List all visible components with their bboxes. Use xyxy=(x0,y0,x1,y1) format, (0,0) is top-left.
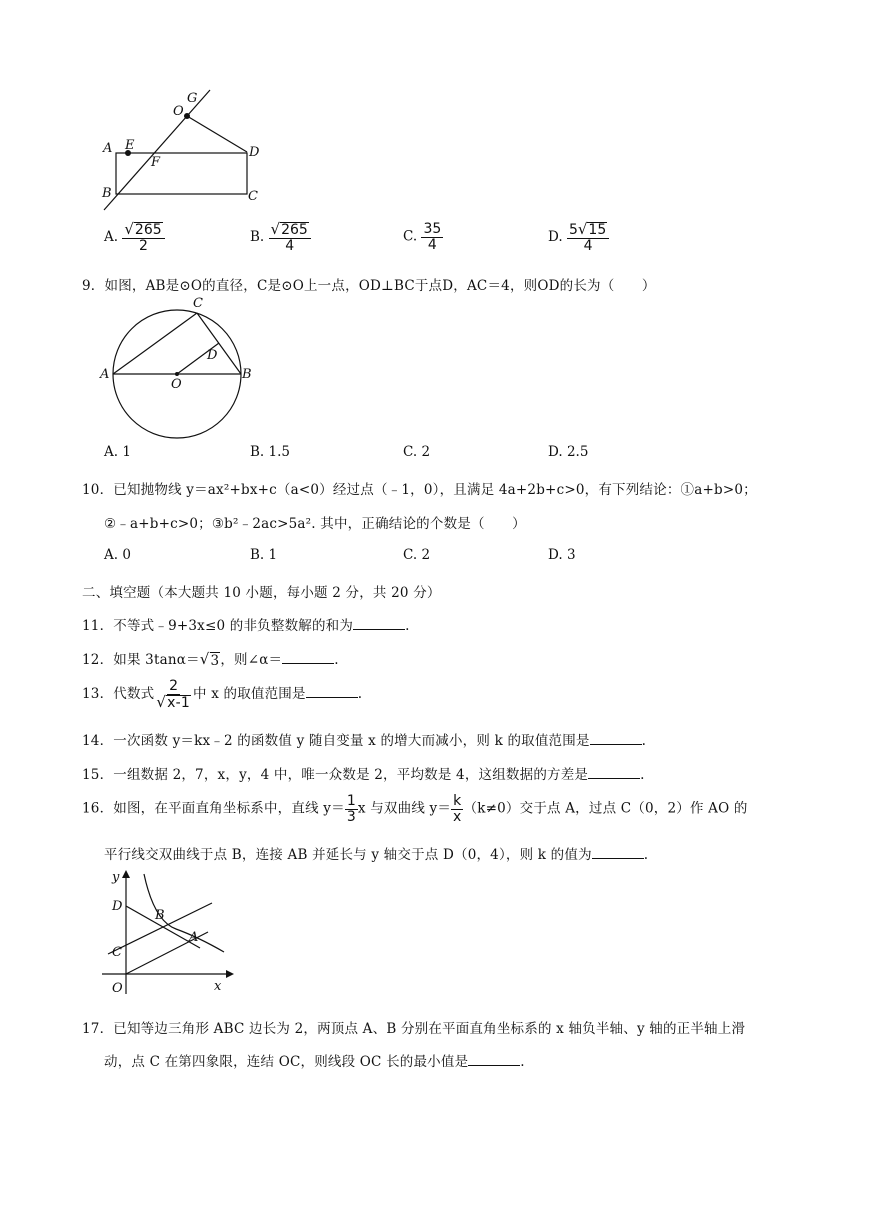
q11: 11．不等式﹣9+3x≤0 的非负整数解的和为 . xyxy=(82,618,410,634)
q9-stem: 9．如图，AB是⊙O的直径，C是⊙O上一点，OD⊥BC于点D，AC＝4，则OD的长为（ ） xyxy=(82,278,656,294)
q9-figure xyxy=(96,292,266,452)
q14: 14．一次函数 y＝kx﹣2 的函数值 y 随自变量 x 的增大而减小，则 k 的取值范围是 . xyxy=(82,733,647,749)
q17-answer-blank[interactable] xyxy=(468,1053,520,1066)
label-C: C xyxy=(193,296,203,311)
label-E: E xyxy=(125,138,135,153)
q9-option-d[interactable]: D. 2.5 xyxy=(548,444,589,460)
q9-option-a[interactable]: A. 1 xyxy=(104,444,131,460)
q15-answer-blank[interactable] xyxy=(588,766,640,779)
label-B: B xyxy=(155,908,165,923)
q12: 12．如果 3tanα＝ √ 3 ，则∠α＝ . xyxy=(82,650,339,669)
q8-figure xyxy=(96,86,276,216)
q13-answer-blank[interactable] xyxy=(306,685,358,698)
q9-option-b[interactable]: B. 1.5 xyxy=(250,444,290,460)
label-D: D xyxy=(207,348,218,363)
q14-answer-blank[interactable] xyxy=(590,732,642,745)
q16-line1: 16．如图，在平面直角坐标系中，直线 y＝ $\frac{1}{3}$ x 与双曲线 y＝ $\frac{k}{x}$ （k≠0）交于点 A，过点 C（0，2）作 AO 的 xyxy=(82,793,748,825)
q16-figure xyxy=(96,866,241,1001)
q10-stem-line2: ②﹣a+b+c>0；③b²﹣2ac>5a². 其中，正确结论的个数是（ ） xyxy=(104,516,526,532)
q17-line2: 动，点 C 在第四象限，连结 OC，则线段 OC 长的最小值是 . xyxy=(104,1054,525,1070)
label-C: C xyxy=(112,945,122,960)
q10-option-b[interactable]: B. 1 xyxy=(250,547,278,563)
q10-stem-line1: 10．已知抛物线 y＝ax²+bx+c（a<0）经过点（﹣1，0），且满足 4a+2b+c>0，有下列结论：①a+b>0； xyxy=(82,482,757,498)
q11-answer-blank[interactable] xyxy=(353,617,405,630)
label-D: D xyxy=(112,899,123,914)
label-B: B xyxy=(242,367,252,382)
label-A: A xyxy=(103,141,113,156)
q10-option-d[interactable]: D. 3 xyxy=(548,547,576,563)
label-F: F xyxy=(151,155,161,170)
q10-option-c[interactable]: C. 2 xyxy=(403,547,431,563)
q8-option-a[interactable]: A. √ 265 2 xyxy=(104,222,165,253)
label-O: O xyxy=(171,377,182,392)
label-A: A xyxy=(100,367,110,382)
label-G: G xyxy=(187,91,198,106)
q16-line2: 平行线交双曲线于点 B，连接 AB 并延长与 y 轴交于点 D（0，4），则 k 的值为 . xyxy=(104,847,649,863)
label-B: B xyxy=(102,186,112,201)
label-O: O xyxy=(112,981,123,996)
label-O: O xyxy=(173,104,184,119)
q17-line1: 17．已知等边三角形 ABC 边长为 2，两顶点 A、B 分别在平面直角坐标系的 x 轴负半轴、y 轴的正半轴上滑 xyxy=(82,1021,746,1037)
q15: 15．一组数据 2，7，x，y，4 中，唯一众数是 2，平均数是 4，这组数据的方差是 . xyxy=(82,767,645,783)
label-A: A xyxy=(189,930,199,945)
label-y: y xyxy=(112,870,120,885)
q10-option-a[interactable]: A. 0 xyxy=(104,547,131,563)
q13: 13．代数式 2 √ x-1 中 x 的取值范围是 . xyxy=(82,678,363,711)
q16-answer-blank[interactable] xyxy=(592,846,644,859)
label-x: x xyxy=(214,979,222,994)
label-D: D xyxy=(249,145,260,160)
q8-option-b[interactable]: B. √ 265 4 xyxy=(250,222,311,253)
q8-option-c[interactable]: C. $\frac{35}{4}$ xyxy=(403,221,442,253)
q12-answer-blank[interactable] xyxy=(282,651,334,664)
section-title: 二、填空题（本大题共 10 小题，每小题 2 分，共 20 分） xyxy=(82,585,441,601)
label-C: C xyxy=(248,189,258,204)
q9-option-c[interactable]: C. 2 xyxy=(403,444,431,460)
q8-option-d[interactable]: D. 5 √ 15 4 xyxy=(548,222,609,253)
